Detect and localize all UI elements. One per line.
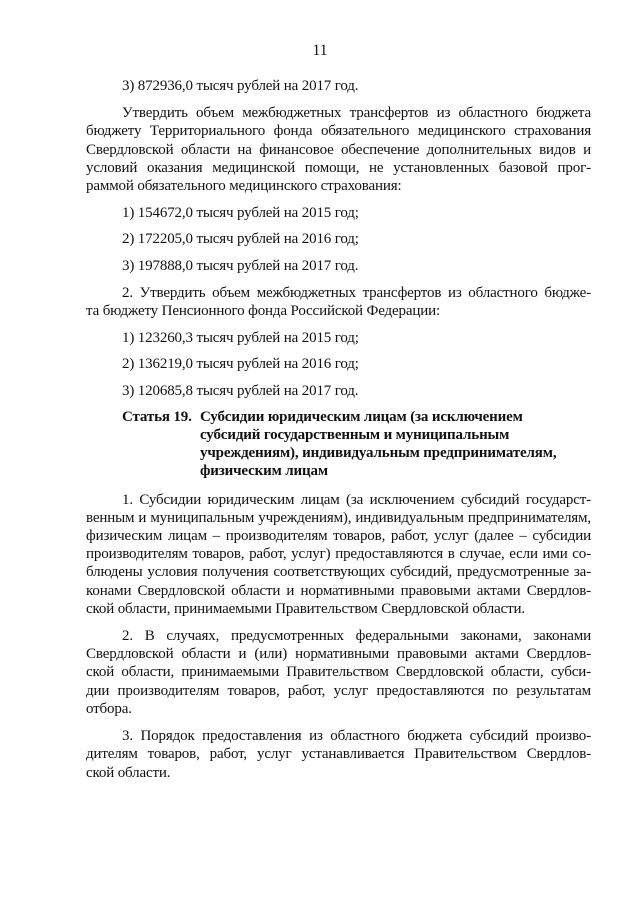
list-item-text: 2) 136219,0 тысяч рублей на 2016 год;	[122, 356, 359, 373]
text-line: производителям товаров, работ, услуг) предоставляются в случае, если ими со-	[86, 546, 591, 563]
document-body	[86, 77, 591, 791]
article-title-line: Субсидии юридическим лицам (за исключением	[200, 408, 523, 425]
paragraph-transfers-tfoms	[86, 104, 591, 195]
list-item-text: 1) 123260,3 тысяч рублей на 2015 год;	[122, 330, 359, 347]
text-line: бюджету Территориального фонда обязательного медицинского страхования	[86, 123, 591, 140]
text-line: конами Свердловской области и нормативными правовыми актами Свердлов-	[86, 582, 591, 599]
paragraph-subsidies-1	[86, 491, 591, 618]
text-line: 3. Порядок предоставления из областного бюджета субсидий произво-	[122, 728, 591, 745]
list-item	[86, 257, 591, 275]
text-line: блюдены условия получения соответствующих субсидий, предусмотренные за-	[86, 564, 591, 581]
text-line: ской области.	[86, 764, 171, 781]
text-line: дителям товаров, работ, услуг устанавливается Правительством Свердлов-	[86, 746, 591, 763]
text-line: Свердловской области на финансовое обеспечение дополнительных видов и	[86, 141, 591, 158]
article-heading	[86, 408, 591, 481]
text-line: отбора.	[86, 700, 132, 717]
text-line: физическим лицам – производителям товаров, работ, услуг (далее – субсидии	[86, 528, 591, 545]
text-line: условий оказания медицинской помощи, не установленных базовой прог-	[86, 159, 591, 176]
page-number: 11	[312, 42, 328, 59]
list-item-text: 1) 154672,0 тысяч рублей на 2015 год;	[122, 205, 359, 222]
article-title-line: физическим лицам	[200, 463, 328, 480]
text-line: дии производителям товаров, работ, услуг предоставляются по результатам	[86, 682, 591, 699]
text-line: ской области, принимаемыми Правительством Свердловской области, субси-	[86, 664, 591, 681]
text-line: Свердловской области и (или) нормативными правовыми актами Свердлов-	[86, 646, 591, 663]
list-item-text: 3) 120685,8 тысяч рублей на 2017 год.	[122, 382, 359, 399]
text-line: Утвердить объем межбюджетных трансфертов из областного бюджета	[122, 105, 591, 122]
text-line: 2. В случаях, предусмотренных федеральными законами, законами	[122, 628, 591, 645]
paragraph-continuation	[86, 77, 591, 95]
list-item-text: 2) 172205,0 тысяч рублей на 2016 год;	[122, 231, 359, 248]
paragraph-subsidies-3	[86, 727, 591, 782]
list-item	[86, 204, 591, 222]
list-item	[86, 329, 591, 347]
list-item-text: 3) 197888,0 тысяч рублей на 2017 год.	[122, 257, 359, 274]
list-item	[86, 355, 591, 373]
text-line: раммой обязательного медицинского страхования:	[86, 178, 402, 195]
text-line: 2. Утвердить объем межбюджетных трансфертов из областного бюдже-	[122, 284, 591, 301]
text-line: венным и муниципальным учреждениям), индивидуальным предпринимателям,	[86, 509, 591, 526]
article-title-line: субсидий государственным и муниципальным	[200, 427, 510, 444]
article-title-line: учреждениям), индивидуальным предпринимателям,	[200, 445, 557, 462]
list-item	[86, 230, 591, 248]
text-line: ской области, принимаемыми Правительством Свердловской области.	[86, 600, 526, 617]
article-number: Статья 19.	[122, 408, 192, 425]
paragraph-subsidies-2	[86, 627, 591, 718]
text-line: 1. Субсидии юридическим лицам (за исключением субсидий государст-	[122, 491, 591, 508]
text-line: та бюджету Пенсионного фонда Российской Федерации:	[86, 303, 441, 320]
list-item	[86, 382, 591, 400]
paragraph-transfers-pension	[86, 284, 591, 320]
list-item: 3) 872936,0 тысяч рублей на 2017 год.	[122, 78, 359, 94]
